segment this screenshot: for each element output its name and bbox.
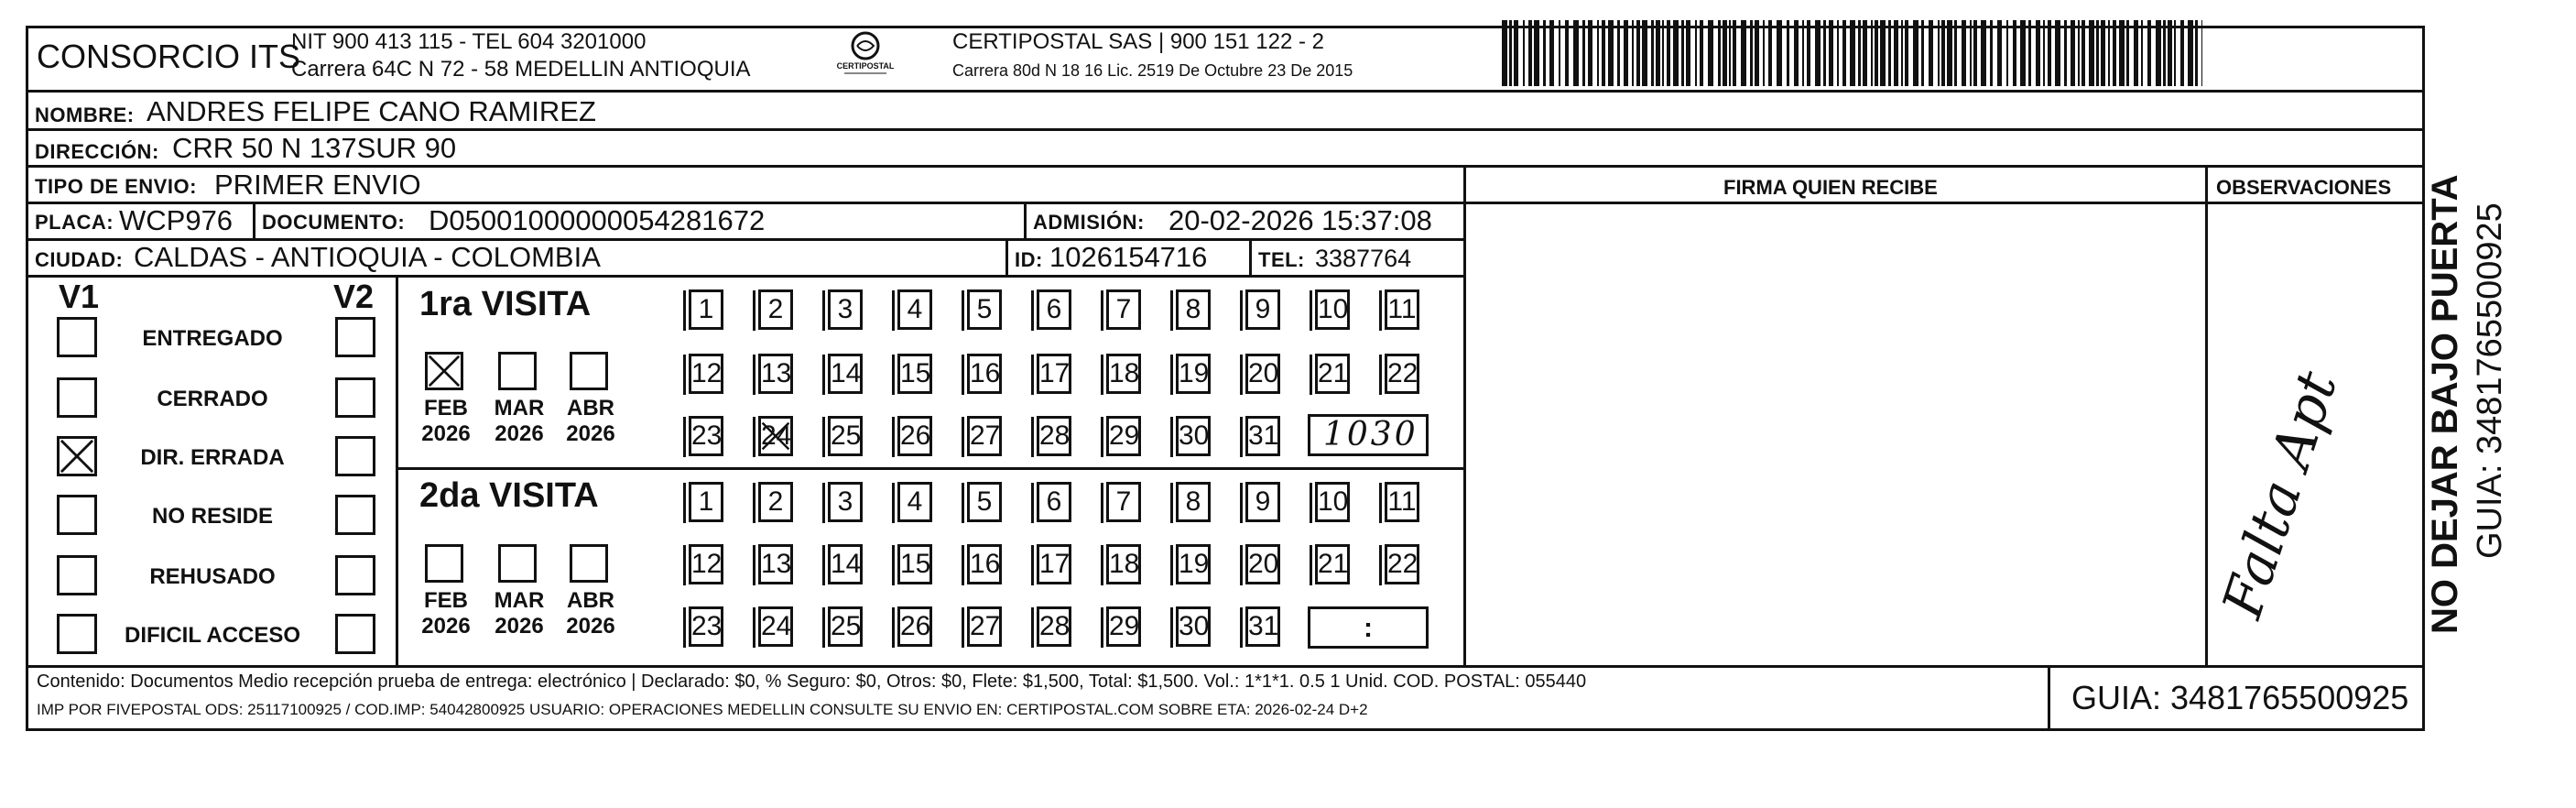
second-visit-title: 2da VISITA [419, 476, 599, 515]
day-box[interactable]: 7 [1106, 482, 1141, 522]
barcode-bar [1543, 20, 1546, 86]
barcode-bar [2048, 20, 2051, 86]
month-label: ABR [567, 588, 614, 613]
company-address: Carrera 64C N 72 - 58 MEDELLIN ANTIOQUIA [291, 57, 751, 82]
status-label: NO RESIDE [151, 504, 274, 529]
barcode-bar [1842, 20, 1846, 86]
day-box[interactable]: 13 [758, 354, 793, 394]
day-box[interactable]: 22 [1385, 544, 1419, 584]
ciudad-value: CALDAS - ANTIOQUIA - COLOMBIA [134, 241, 601, 273]
day-box[interactable]: 25 [828, 416, 863, 456]
v2-checkbox[interactable] [335, 317, 375, 357]
barcode-bar [1636, 20, 1640, 86]
footer-content-line: Contenido: Documentos Medio recepción prueba de entrega: electrónico | Declarado: $0, % Seguro: $0, Otros: $0, Flete: $1,500, Total: $1,500. Vol.: 1*1*1. 0.5 1 Unid. COD. POSTAL: 055440 [37, 672, 1587, 692]
day-box[interactable]: 16 [967, 544, 1002, 584]
barcode-bar [1708, 20, 1713, 86]
barcode-bar [1850, 20, 1855, 86]
barcode-bar [1559, 20, 1560, 86]
barcode-bar [1733, 20, 1736, 86]
barcode-bar [1970, 20, 1972, 86]
day-box[interactable]: 10 [1315, 289, 1350, 330]
barcode-bar [2064, 20, 2067, 86]
barcode-bar [1718, 20, 1721, 86]
barcode-bar [2089, 20, 2094, 86]
v1-label: V1 [59, 278, 100, 315]
status-label: REHUSADO [149, 564, 276, 589]
month-checkbox[interactable] [570, 352, 608, 390]
day-box[interactable]: 14 [828, 544, 863, 584]
second-visit-time-box [1308, 606, 1429, 649]
day-box[interactable]: 18 [1106, 544, 1141, 584]
day-box[interactable]: 9 [1245, 289, 1280, 330]
day-box[interactable]: 5 [967, 289, 1002, 330]
day-box[interactable]: 14 [828, 354, 863, 394]
barcode-bar [2134, 20, 2138, 86]
first-visit-title: 1ra VISITA [419, 285, 592, 323]
day-box[interactable]: 26 [897, 606, 932, 647]
barcode-bar [1686, 20, 1690, 86]
day-box[interactable]: 12 [689, 354, 723, 394]
day-box[interactable]: 5 [967, 482, 1002, 522]
day-box[interactable]: 20 [1245, 544, 1280, 584]
barcode-bar [1929, 20, 1933, 86]
header-divider [26, 90, 2425, 93]
barcode-bar [2147, 20, 2151, 86]
day-box[interactable]: 22 [1385, 354, 1419, 394]
cell-divider [1005, 238, 1008, 275]
day-box[interactable]: 11 [1385, 289, 1419, 330]
v2-checkbox[interactable] [335, 614, 375, 654]
company-nit: NIT 900 413 115 - TEL 604 3201000 [291, 29, 647, 54]
barcode-bar [2180, 20, 2184, 86]
barcode-bar [1565, 20, 1569, 86]
year-label: 2026 [566, 421, 615, 446]
company-name: CONSORCIO ITS [37, 38, 301, 75]
day-box[interactable]: 7 [1106, 289, 1141, 330]
month-checkbox[interactable] [498, 352, 537, 390]
barcode-bar [2101, 20, 2105, 86]
day-box[interactable]: 21 [1315, 354, 1350, 394]
barcode-bar [1973, 20, 1977, 86]
day-box[interactable]: 23 [689, 416, 723, 456]
footer-divider [26, 665, 2425, 668]
barcode-bar [2028, 20, 2031, 86]
barcode-bar [1523, 20, 1525, 86]
day-box[interactable]: 24 [758, 606, 793, 647]
barcode-bar [2043, 20, 2045, 86]
day-box[interactable]: 31 [1245, 606, 1280, 647]
day-box[interactable]: 9 [1245, 482, 1280, 522]
barcode-bar [1997, 20, 2002, 86]
visit-block-divider [396, 275, 398, 667]
day-box[interactable]: 12 [689, 544, 723, 584]
nombre-label: NOMBRE: [35, 104, 135, 126]
direccion-label: DIRECCIÓN: [35, 140, 159, 163]
barcode-bar [1667, 20, 1670, 86]
id-label: ID: [1015, 248, 1043, 271]
month-label: FEB [424, 588, 468, 613]
day-box[interactable]: 29 [1106, 416, 1141, 456]
tel-label: TEL: [1258, 248, 1305, 271]
observaciones-column-divider [2205, 165, 2208, 667]
month-label: MAR [494, 588, 545, 613]
day-box[interactable]: 30 [1176, 416, 1211, 456]
day-box[interactable]: 3 [828, 482, 863, 522]
day-box[interactable]: 2 [758, 482, 793, 522]
barcode-bar [2156, 20, 2161, 86]
day-box[interactable]: 29 [1106, 606, 1141, 647]
admision-label: ADMISIÓN: [1033, 211, 1145, 234]
day-box[interactable]: 26 [897, 416, 932, 456]
month-label: MAR [494, 396, 545, 420]
barcode-bar [1823, 20, 1826, 86]
first-visit-time-handwritten: 1030 [1323, 416, 1418, 453]
status-label: DIFICIL ACCESO [124, 623, 300, 648]
tipo-envio-label: TIPO DE ENVIO: [35, 175, 197, 198]
barcode-bar [1673, 20, 1679, 86]
status-label: DIR. ERRADA [140, 445, 285, 470]
barcode-bar [2006, 20, 2008, 86]
day-box[interactable]: 3 [828, 289, 863, 330]
barcode-bar [1768, 20, 1772, 86]
documento-value: D05001000000054281672 [429, 204, 766, 236]
month-label: FEB [424, 396, 468, 420]
documento-label: DOCUMENTO: [262, 211, 406, 234]
barcode-bar [1787, 20, 1789, 86]
footer-guia-number: GUIA: 3481765500925 [2071, 679, 2409, 716]
day-box[interactable]: 23 [689, 606, 723, 647]
barcode-bar [2096, 20, 2099, 86]
barcode-bar [1750, 20, 1753, 86]
cell-divider [253, 202, 255, 238]
barcode-bar [1729, 20, 1731, 86]
day-box[interactable]: 6 [1037, 289, 1071, 330]
barcode-bar [2119, 20, 2125, 86]
row-divider [26, 275, 1465, 278]
courier-name: CERTIPOSTAL SAS | 900 151 122 - 2 [952, 29, 1324, 54]
barcode-bar [1741, 20, 1746, 86]
day-box[interactable]: 13 [758, 544, 793, 584]
certipostal-logo [833, 27, 897, 82]
barcode-bar [2201, 20, 2202, 86]
day-box[interactable]: 8 [1176, 289, 1211, 330]
day-box[interactable]: 10 [1315, 482, 1350, 522]
barcode-bar [1777, 20, 1782, 86]
firma-header: FIRMA QUIEN RECIBE [1723, 176, 1938, 199]
day-box[interactable]: 11 [1385, 482, 1419, 522]
barcode-bar [1582, 20, 1585, 86]
barcode-bar [1941, 20, 1945, 86]
barcode-bar [1662, 20, 1664, 86]
day-box[interactable]: 6 [1037, 482, 1071, 522]
barcode-bar [1624, 20, 1628, 86]
barcode-bar [1901, 20, 1903, 86]
barcode-bar [1573, 20, 1579, 86]
vertical-guia-number: GUIA: 3481765500925 [2471, 202, 2509, 559]
barcode-bar [2071, 20, 2075, 86]
day-box[interactable]: 27 [967, 416, 1002, 456]
day-box[interactable]: 30 [1176, 606, 1211, 647]
barcode-bar [1894, 20, 1898, 86]
status-label: CERRADO [157, 387, 268, 411]
barcode-bar [1723, 20, 1727, 86]
barcode-bar [2081, 20, 2085, 86]
barcode-bar [1981, 20, 1986, 86]
v2-checkbox[interactable] [335, 436, 375, 476]
day-number: 24 [761, 420, 792, 451]
barcode-bar [1888, 20, 1891, 86]
barcode-bar [1794, 20, 1799, 86]
day-box[interactable]: 17 [1037, 354, 1071, 394]
barcode-bar [1938, 20, 1940, 86]
barcode-bar [1954, 20, 1957, 86]
row-divider [26, 128, 2425, 131]
day-box[interactable]: 19 [1176, 354, 1211, 394]
barcode-bar [2036, 20, 2040, 86]
day-box[interactable]: 25 [828, 606, 863, 647]
first-visit-time-box [1308, 414, 1429, 456]
barcode-bar [2113, 20, 2116, 86]
tipo-envio-value: PRIMER ENVIO [214, 169, 421, 201]
barcode-bar [1617, 20, 1620, 86]
barcode-bar [1597, 20, 1599, 86]
year-label: 2026 [421, 614, 471, 639]
barcode-bar [2020, 20, 2026, 86]
barcode-bar [2126, 20, 2129, 86]
direccion-value: CRR 50 N 137SUR 90 [172, 132, 457, 164]
barcode-bar [2188, 20, 2193, 86]
observation-handwriting-area [2210, 330, 2353, 641]
placa-label: PLACA: [35, 211, 114, 234]
admision-value: 20-02-2026 15:37:08 [1168, 204, 1432, 236]
barcode [1502, 20, 2207, 86]
barcode-bar [1807, 20, 1810, 86]
barcode-bar [1802, 20, 1804, 86]
month-checkbox[interactable] [425, 352, 463, 390]
row-divider [26, 165, 2425, 168]
day-box[interactable]: 1 [689, 289, 723, 330]
year-label: 2026 [495, 421, 544, 446]
barcode-bar [2013, 20, 2016, 86]
tel-value: 3387764 [1315, 245, 1412, 272]
barcode-bar [1534, 20, 1539, 86]
day-box[interactable]: 28 [1037, 606, 1071, 647]
day-box[interactable] [758, 416, 793, 456]
barcode-bar [2174, 20, 2176, 86]
barcode-bar [1588, 20, 1592, 86]
barcode-bar [1871, 20, 1873, 86]
placa-value: WCP976 [119, 204, 234, 236]
barcode-bar [1858, 20, 1861, 86]
month-checkbox[interactable] [425, 544, 463, 583]
firma-column-divider [1463, 165, 1466, 667]
month-label: ABR [567, 396, 614, 420]
barcode-bar [1528, 20, 1532, 86]
nombre-value: ANDRES FELIPE CANO RAMIREZ [147, 95, 596, 127]
barcode-bar [2078, 20, 2080, 86]
barcode-bar [1921, 20, 1924, 86]
day-box[interactable]: 4 [897, 289, 932, 330]
barcode-bar [1549, 20, 1554, 86]
day-box[interactable]: 28 [1037, 416, 1071, 456]
v2-checkbox[interactable] [335, 495, 375, 535]
observation-handwriting: Falta Apt [2210, 364, 2351, 626]
cell-divider [1024, 202, 1027, 238]
second-visit-time-separator: : [1364, 613, 1373, 643]
barcode-bar [1502, 20, 1507, 86]
day-box[interactable]: 8 [1176, 482, 1211, 522]
courier-address: Carrera 80d N 18 16 Lic. 2519 De Octubre 23 De 2015 [952, 61, 1353, 80]
day-box[interactable]: 16 [967, 354, 1002, 394]
year-label: 2026 [421, 421, 471, 446]
year-label: 2026 [566, 614, 615, 639]
barcode-bar [1681, 20, 1684, 86]
barcode-bar [1700, 20, 1703, 86]
barcode-bar [1837, 20, 1839, 86]
barcode-bar [1602, 20, 1605, 86]
year-label: 2026 [495, 614, 544, 639]
barcode-bar [1608, 20, 1614, 86]
day-box[interactable]: 18 [1106, 354, 1141, 394]
barcode-bar [2108, 20, 2110, 86]
day-box[interactable]: 15 [897, 544, 932, 584]
barcode-bar [1509, 20, 1512, 86]
barcode-bar [1656, 20, 1660, 86]
barcode-bar [1947, 20, 1952, 86]
day-box[interactable]: 4 [897, 482, 932, 522]
month-checkbox[interactable] [498, 544, 537, 583]
day-box[interactable]: 15 [897, 354, 932, 394]
barcode-bar [2163, 20, 2166, 86]
barcode-bar [1763, 20, 1765, 86]
ciudad-label: CIUDAD: [35, 248, 124, 271]
footer-guia-divider [2048, 665, 2050, 731]
day-box[interactable]: 17 [1037, 544, 1071, 584]
barcode-bar [1905, 20, 1908, 86]
footer-imp-line: IMP POR FIVEPOSTAL ODS: 25117100925 / COD.IMP: 54042800925 USUARIO: OPERACIONES MEDELLIN CONSULTE SU ENVIO EN: CERTIPOSTAL.COM SOBRE ETA: 2026-02-24 D+2 [37, 701, 1368, 718]
barcode-bar [1642, 20, 1647, 86]
barcode-bar [1875, 20, 1878, 86]
status-label: ENTREGADO [142, 326, 283, 351]
barcode-bar [2055, 20, 2060, 86]
barcode-bar [1880, 20, 1886, 86]
cell-divider [1249, 238, 1252, 275]
barcode-bar [1863, 20, 1867, 86]
barcode-bar [1962, 20, 1966, 86]
barcode-bar [1755, 20, 1759, 86]
day-box[interactable]: 27 [967, 606, 1002, 647]
id-value: 1026154716 [1049, 241, 1208, 273]
day-box[interactable]: 19 [1176, 544, 1211, 584]
barcode-bar [1632, 20, 1634, 86]
day-box[interactable]: 31 [1245, 416, 1280, 456]
barcode-bar [2195, 20, 2198, 86]
barcode-bar [1695, 20, 1697, 86]
barcode-bar [1829, 20, 1833, 86]
x-mark-icon [428, 355, 461, 388]
no-dejar-bajo-puerta-notice: NO DEJAR BAJO PUERTA [2425, 174, 2465, 634]
month-checkbox[interactable] [570, 544, 608, 583]
logo-text: CERTIPOSTAL [836, 61, 895, 71]
barcode-bar [2168, 20, 2172, 86]
barcode-bar [1514, 20, 1518, 86]
barcode-bar [1815, 20, 1821, 86]
day-box[interactable]: 2 [758, 289, 793, 330]
day-box[interactable]: 1 [689, 482, 723, 522]
barcode-bar [1651, 20, 1654, 86]
v2-checkbox[interactable] [335, 555, 375, 595]
barcode-bar [2141, 20, 2143, 86]
observaciones-header: OBSERVACIONES [2216, 176, 2392, 199]
barcode-bar [1913, 20, 1918, 86]
v2-label: V2 [333, 278, 375, 315]
barcode-bar [1990, 20, 1993, 86]
v2-checkbox[interactable] [335, 377, 375, 418]
day-box[interactable]: 21 [1315, 544, 1350, 584]
visit-split-divider [396, 467, 1465, 470]
day-box[interactable]: 20 [1245, 354, 1280, 394]
